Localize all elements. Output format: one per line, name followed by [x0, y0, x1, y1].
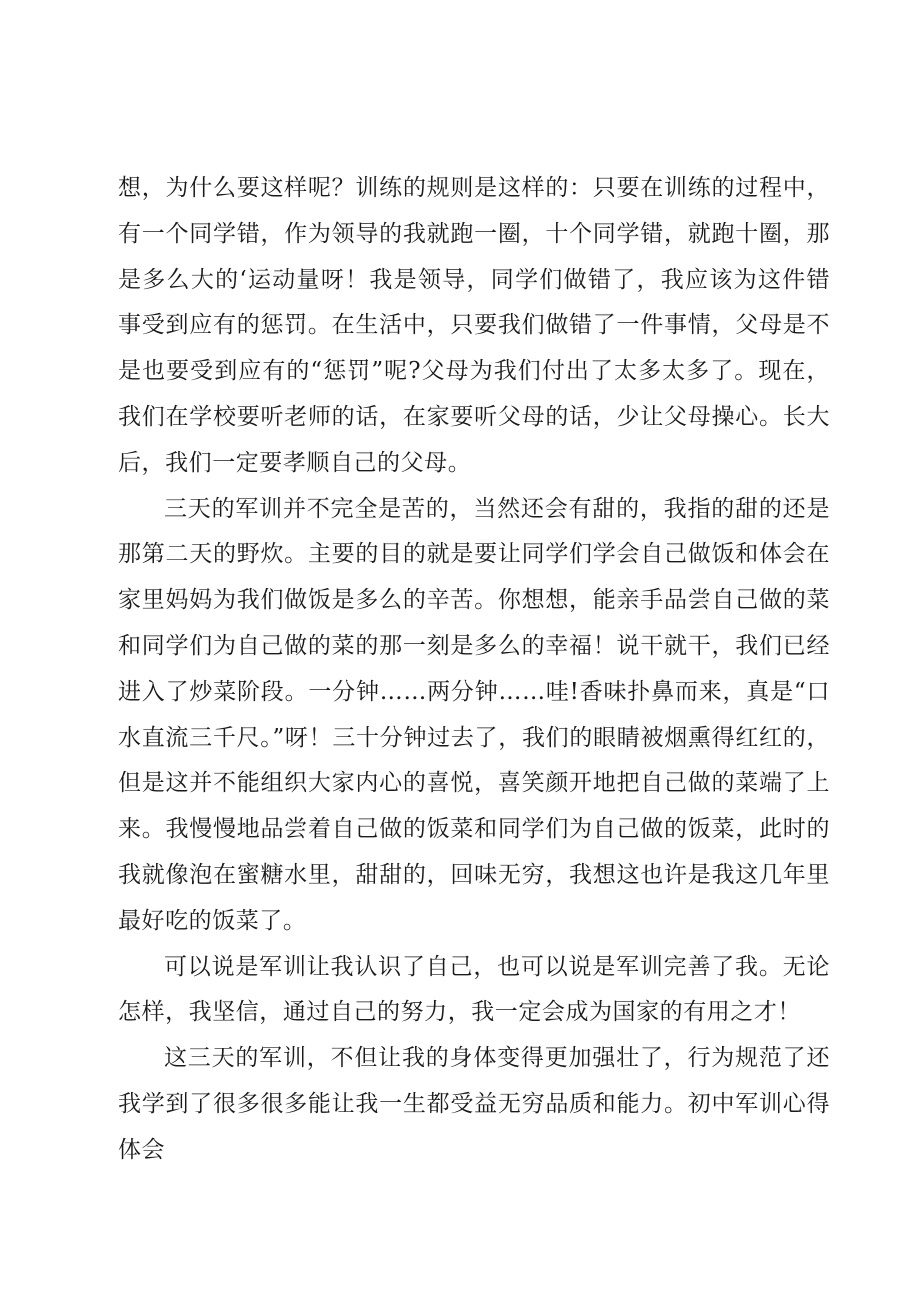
paragraph-3: 可以说是军训让我认识了自己，也可以说是军训完善了我。无论怎样，我坚信，通过自己的努力，我一定会成为国家的有用之才！	[118, 953, 830, 1026]
paragraph-2: 三天的军训并不完全是苦的，当然还会有甜的，我指的甜的还是那第二天的野炊。主要的目的就是要让同学们学会自己做饭和体会在家里妈妈为我们做饭是多么的辛苦。你想想，能亲手品尝自己做的菜和同学们为自己做的菜的那一刻是多么的幸福！说干就干，我们已经进入了炒菜阶段。一分钟……两分钟……哇!香味扑鼻而来，真是“口水直流三千尺。”呀！三十分钟过去了，我们的眼睛被烟熏得红红的，但是这并不能组织大家内心的喜悦，喜笑颜开地把自己做的菜端了上来。我慢慢地品尝着自己做的饭菜和同学们为自己做的饭菜，此时的我就像泡在蜜糖水里，甜甜的，回味无穷，我想这也许是我这几年里最好吃的饭菜了。	[118, 495, 830, 934]
paragraph-1: 想，为什么要这样呢？训练的规则是这样的：只要在训练的过程中，有一个同学错，作为领导的我就跑一圈，十个同学错，就跑十圈，那是多么大的‘运动量呀！我是领导，同学们做错了，我应该为这件错事受到应有的惩罚。在生活中，只要我们做错了一件事情，父母是不是也要受到应有的“惩罚”呢?父母为我们付出了太多太多了。现在，我们在学校要听老师的话，在家要听父母的话，少让父母操心。长大后，我们一定要孝顺自己的父母。	[118, 175, 830, 476]
body-text	[118, 166, 830, 1174]
paragraph-4: 这三天的军训，不但让我的身体变得更加强壮了，行为规范了还我学到了很多很多能让我一生都受益无穷品质和能力。初中军训心得体会	[118, 1045, 830, 1163]
